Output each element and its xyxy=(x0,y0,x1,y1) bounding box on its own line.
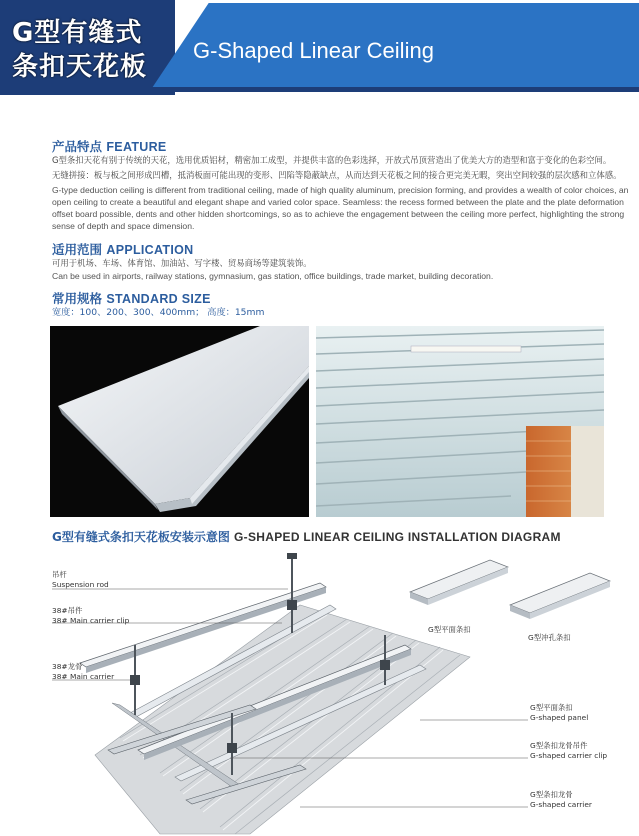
standard-heading-en: STANDARD SIZE xyxy=(106,292,211,306)
application-heading-en: APPLICATION xyxy=(106,243,194,257)
cn-title-line2: 条扣天花板 xyxy=(12,52,148,82)
feature-heading-en: FEATURE xyxy=(106,140,167,154)
label-g-carrier-en: G-shaped carrier xyxy=(530,799,592,809)
label-g-carrier-clip-en: G-shaped carrier clip xyxy=(530,750,608,760)
page-title: G-Shaped Linear Ceiling xyxy=(193,38,434,63)
label-g-carrier-clip xyxy=(530,741,607,760)
cn-title-line1: G型有缝式 xyxy=(12,18,143,48)
label-perforated-panel: G型冲孔条扣 xyxy=(528,633,571,642)
header-banner xyxy=(0,0,639,95)
label-main-carrier-clip-cn: 38#吊件 xyxy=(52,606,83,615)
label-g-carrier xyxy=(530,790,592,809)
label-main-carrier-en: 38# Main carrier xyxy=(52,671,115,681)
label-main-carrier-clip xyxy=(52,606,129,625)
label-main-carrier xyxy=(52,662,114,681)
installed-ceiling-photo xyxy=(316,326,604,517)
label-flat-panel: G型平面条扣 xyxy=(428,625,471,634)
application-en-text: Can be used in airports, railway stations, gymnasium, gas station, office buildings, trade market, building decoration. xyxy=(52,271,494,281)
label-suspension-rod-cn: 吊杆 xyxy=(52,570,67,579)
label-g-panel xyxy=(530,703,588,722)
cn-title xyxy=(12,16,147,84)
label-suspension-rod-en: Suspension rod xyxy=(52,579,109,589)
diagram-heading xyxy=(52,528,561,545)
standard-size-text: 宽度：100、200、300、400mm； 高度：15mm xyxy=(52,307,265,318)
feature-heading-cn: 产品特点 xyxy=(52,139,103,154)
standard-heading-cn: 常用规格 xyxy=(52,291,103,306)
feature-cn-line2: 无缝拼接：板与板之间形成凹槽，抵消板面可能出现的变形、凹陷等隐蔽缺点，从而达到天花板之间的接合更完美无暇，突出空间较强的层次感和立体感。 xyxy=(52,170,622,180)
feature-cn-line1: G型条扣天花有别于传统的天花，选用优质铝材，精密加工成型，并提供丰富的色彩选择，开放式吊顶营造出了优美大方的造型和富于变化的色彩空间。 xyxy=(52,155,612,165)
diagram-heading-cn: G型有缝式条扣天花板安装示意图 xyxy=(52,530,230,544)
standard-heading xyxy=(52,289,211,307)
feature-heading xyxy=(52,137,167,155)
label-main-carrier-clip-en: 38# Main carrier clip xyxy=(52,615,130,625)
label-g-panel-en: G-shaped panel xyxy=(530,712,589,722)
feature-en-text: G-type deduction ceiling is different from traditional ceiling, made of high quality aluminum, precision forming, and provides a wealth of color choices, an open ceiling to create a beautiful and elegant shape and varied color space. Seamless: the recess formed between the plate and the plate deformation offset board possible, dents and other hidden shortcomings, so as to achieve the engagement between the ceiling more perfect, highlighting the strong sense of depth and space dimension. xyxy=(52,185,629,231)
label-suspension-rod xyxy=(52,570,109,589)
label-main-carrier-cn: 38#龙骨 xyxy=(52,662,83,671)
diagram-heading-en: G-SHAPED LINEAR CEILING INSTALLATION DIAGRAM xyxy=(234,530,561,544)
header-underline xyxy=(0,87,639,92)
label-g-carrier-cn: G型条扣龙骨 xyxy=(530,790,573,799)
application-heading xyxy=(52,240,193,258)
perforated-panel-drawing xyxy=(510,573,610,619)
label-g-panel-cn: G型平面条扣 xyxy=(530,703,573,712)
application-cn-text: 可用于机场、车场、体育馆、加油站、写字楼、贸易商场等建筑装饰。 xyxy=(52,258,312,268)
panel-photo xyxy=(50,326,309,517)
flat-panel-drawing xyxy=(410,560,508,605)
label-g-carrier-clip-cn: G型条扣龙骨吊件 xyxy=(530,741,588,750)
application-heading-cn: 适用范围 xyxy=(52,242,103,257)
installation-diagram xyxy=(0,545,639,836)
